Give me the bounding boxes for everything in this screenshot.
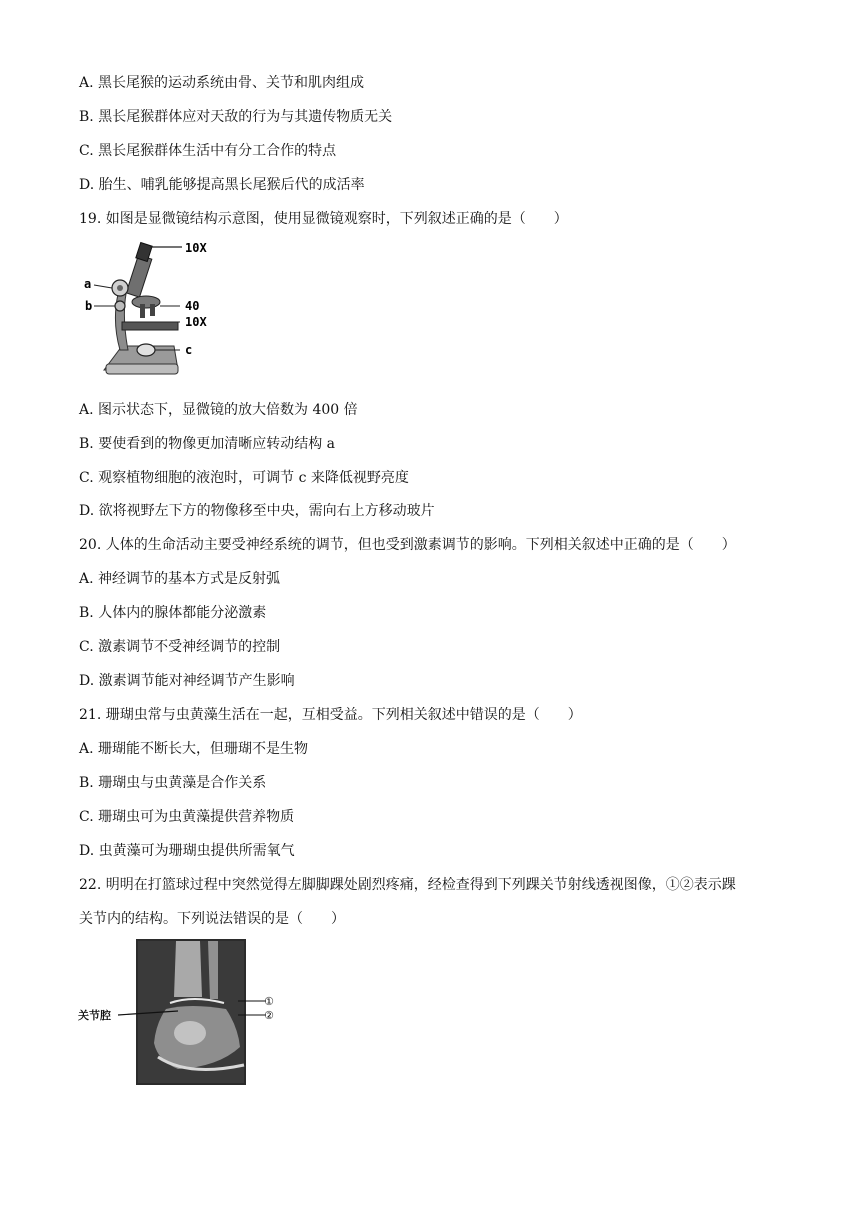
q21-option-c: C. 珊瑚虫可为虫黄藻提供营养物质 <box>79 809 295 825</box>
microscope-figure <box>82 238 232 386</box>
q20-stem: 20. 人体的生命活动主要受神经系统的调节，但也受到激素调节的影响。下列相关叙述中正确的是（ ） <box>79 537 736 553</box>
label-b: b <box>85 299 93 313</box>
label-joint-cavity: 关节腔 <box>78 1009 111 1022</box>
microscope-mirror <box>137 344 155 356</box>
microscope-stage <box>122 322 178 330</box>
q21-option-a: A. 珊瑚能不断长大，但珊瑚不是生物 <box>79 741 309 757</box>
q20-option-c: C. 激素调节不受神经调节的控制 <box>79 639 281 655</box>
microscope-drawing <box>82 238 232 386</box>
q21-option-d: D. 虫黄藻可为珊瑚虫提供所需氧气 <box>79 843 295 859</box>
q18-option-c: C. 黑长尾猴群体生活中有分工合作的特点 <box>79 143 337 159</box>
label-structure-1: ① <box>264 995 274 1008</box>
q18-option-b: B. 黑长尾猴群体应对天敌的行为与其遗传物质无关 <box>79 109 393 125</box>
q19-option-d: D. 欲将视野左下方的物像移至中央，需向右上方移动玻片 <box>79 503 435 519</box>
q19-stem: 19. 如图是显微镜结构示意图，使用显微镜观察时，下列叙述正确的是（ ） <box>79 211 568 227</box>
label-structure-2: ② <box>264 1009 274 1022</box>
q19-option-a: A. 图示状态下，显微镜的放大倍数为 400 倍 <box>79 402 358 418</box>
label-a: a <box>84 277 92 291</box>
q19-option-b: B. 要使看到的物像更加清晰应转动结构 a <box>79 436 335 452</box>
talus-bone <box>174 1021 206 1045</box>
q20-option-a: A. 神经调节的基本方式是反射弧 <box>79 571 281 587</box>
q18-option-d: D. 胎生、哺乳能够提高黑长尾猴后代的成活率 <box>79 177 365 193</box>
q18-option-a: A. 黑长尾猴的运动系统由骨、关节和肌肉组成 <box>79 75 365 91</box>
tibia-bone <box>174 941 202 997</box>
label-objective-10x: 10X <box>185 315 207 329</box>
microscope-body-tube <box>126 255 152 297</box>
fine-focus-knob <box>115 301 125 311</box>
q19-option-c: C. 观察植物细胞的液泡时，可调节 c 来降低视野亮度 <box>79 470 409 486</box>
q22-stem-line2: 关节内的结构。下列说法错误的是（ ） <box>79 911 345 927</box>
q20-option-d: D. 激素调节能对神经调节产生影响 <box>79 673 295 689</box>
label-eyepiece-10x: 10X <box>185 241 207 255</box>
q21-stem: 21. 珊瑚虫常与虫黄藻生活在一起，互相受益。下列相关叙述中错误的是（ ） <box>79 707 582 723</box>
label-c: c <box>185 343 193 357</box>
ankle-xray-drawing <box>78 937 278 1087</box>
q20-option-b: B. 人体内的腺体都能分泌激素 <box>79 605 267 621</box>
q21-option-b: B. 珊瑚虫与虫黄藻是合作关系 <box>79 775 267 791</box>
q22-stem-line1: 22. 明明在打篮球过程中突然觉得左脚脚踝处剧烈疼痛，经检查得到下列踝关节射线透视图像，①②表示踝 <box>79 877 736 893</box>
ankle-xray-figure <box>78 937 278 1087</box>
label-objective-40: 40 <box>185 299 200 313</box>
